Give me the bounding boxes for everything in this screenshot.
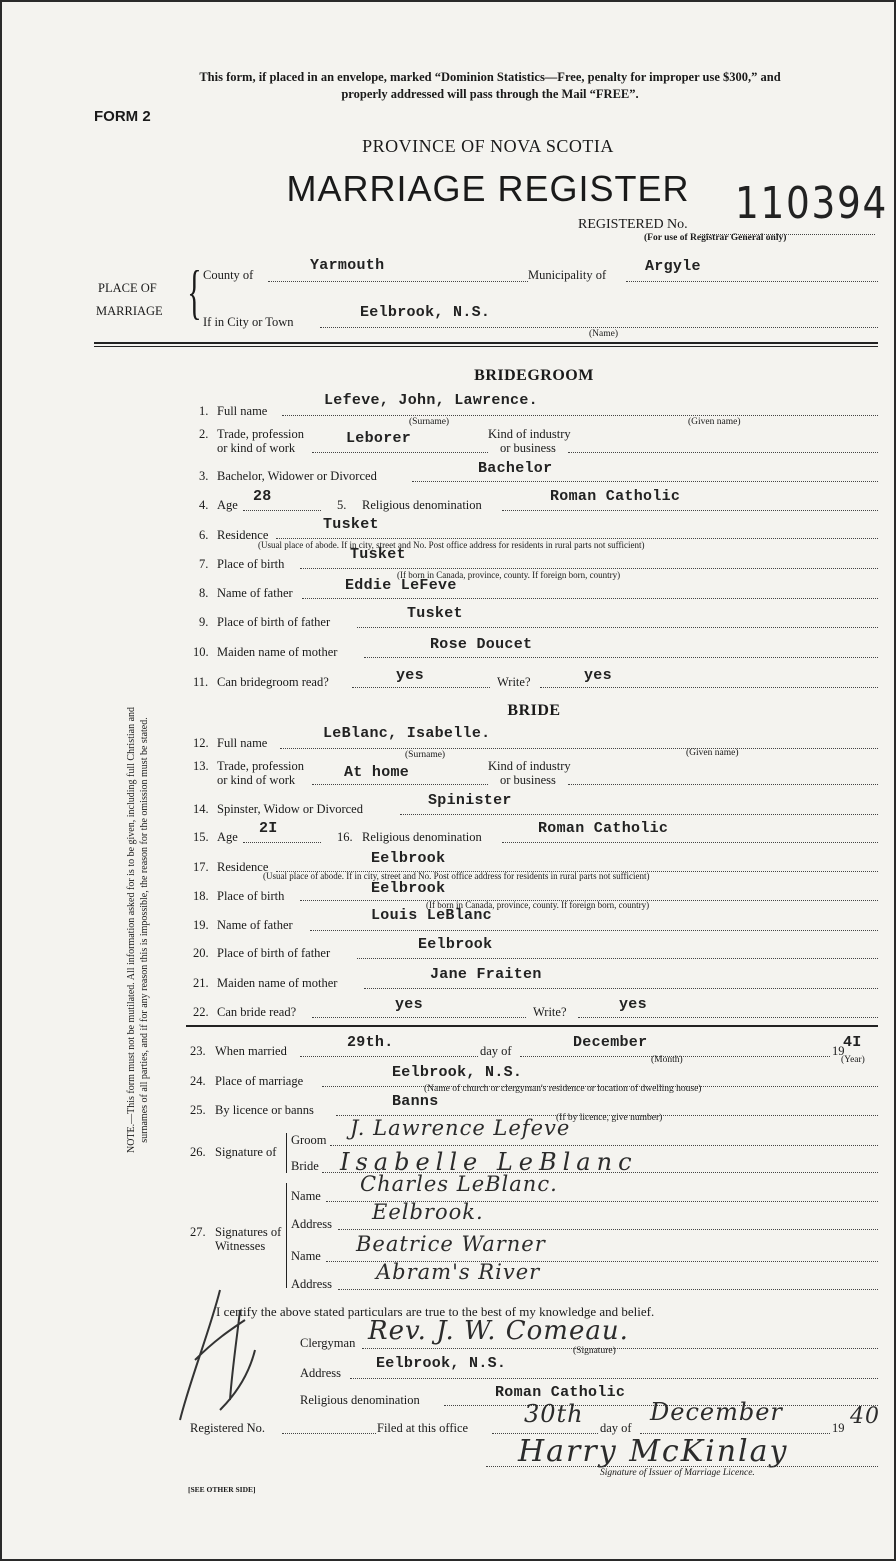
filed-month: December <box>650 1398 783 1426</box>
bride-religion-label: Religious denomination <box>362 830 482 844</box>
groom-religion: Roman Catholic <box>550 488 681 505</box>
groom-status: Bachelor <box>478 460 553 477</box>
marriage-register-form: This form, if placed in an envelope, marked “Dominion Statistics—Free, penalty for improper use $300,” and properly addressed will pass through the Mail “FREE”. FORM 2 PROVINCE OF NOVA SCOTIA MARRIAGE REGISTER 110394 REGISTERED No. (For use of Registrar General only) PLACE OF MARRIAGE { County of Yarmouth Municipality of Argyle If in City or Town Eelbrook, N.S. (Name) NOTE.—This form must not be mutilated. All information asked for is to be given, including full Christian and surnames of all parties, and if for any reason this is impossible, the reason for the omission must be stated. BRIDEGROOM 1. Full name Lefeve, John, Lawrence. (Surname) (Given name) 2. Trade, profession or kind of work Leborer Kind of industry or business 3. Bachelor, Widower or Divorced Bachelor 4. Age 28 5. Religious denomination Roman Catholic 6. Residence Tusket (Usual place of abode. If in city, street and No. Post office address for residents in rural parts not sufficient) 7. Place of birth Tusket (If born in Canada, province, county. If foreign born, country) 8. Name of father Eddie LeFeve 9. Place of birth of father Tusket 10. Maiden name of mother Rose Doucet 11. Can bridegroom read? yes Write? yes BRIDE 12. Full name LeBlanc, Isabelle. (Surname) (Given name) 13. Trade, profession or kind of work At home Kind of industry or business 14. Spinster, Widow or Divorced Spinister 15. Age 2I 16. Religious denomination Roman Catholic 17. Residence Eelbrook (Usual place of abode. If in city, street and No. Post office address for residents in rural parts not sufficient) 18. Place of birth Eelbrook (If born in Canada, province, county. If foreign born, country) 19. Name of father Louis LeBlanc 20. Place of birth of father Eelbrook 21. Maiden name of mother Jane Fraiten 22. Can bride read? yes Write? yes 23. When married 29th. day of December (Month) 19 4I (Year) 24. Place of marriage Eelbrook, N.S. (Name of church or clergyman's residence or location of dwelling house) 25. By licence or banns Banns (If by licence, give number) 26. Signature of Groom J. Lawrence Lefeve Bride Isabelle LeBlanc 27. Signatures of Witnesses Name Charles LeBlanc. Address Eelbrook. Name Beatrice Warner Address Abram's River I certify the above stated particulars are true to the best of my knowledge and belief. Clergyman Rev. J. W. Comeau. (Signature) Address Eelbrook, N.S. Religious denomination Roman Catholic Registered No. Filed at this office 30th day of December 19 40 Harry McKinlay Signature of Issuer of Marriage Licence. [SEE OTHER SIDE] <box>0 0 896 1561</box>
registered-number: 110394 <box>735 178 888 229</box>
bride-father: Louis LeBlanc <box>371 907 492 924</box>
province-heading: PROVINCE OF NOVA SCOTIA <box>362 136 614 156</box>
municipality-label: Municipality of <box>528 268 607 282</box>
place-brace: { <box>187 259 202 325</box>
signature-label: Signature of <box>215 1145 277 1159</box>
bride-father-birth: Eelbrook <box>418 936 493 953</box>
groom-father: Eddie LeFeve <box>345 577 457 594</box>
marriage-year-prefix: 19 <box>832 1044 845 1058</box>
groom-age-label: Age <box>217 498 238 512</box>
place-of-marriage-label: Place of marriage <box>215 1074 304 1088</box>
filing-registered-label: Registered No. <box>190 1421 265 1435</box>
bride-birthplace-note: (If born in Canada, province, county. If foreign born, country) <box>426 900 650 910</box>
groom-trade-label-1: Trade, profession <box>217 427 305 441</box>
municipality-value: Argyle <box>645 258 701 275</box>
witness2-name-label: Name <box>291 1249 321 1263</box>
marriage-year: 4I <box>843 1034 862 1051</box>
name-note: (Name) <box>589 329 619 339</box>
groom-residence: Tusket <box>323 516 379 533</box>
groom-father-label: Name of father <box>217 586 293 600</box>
bride-residence: Eelbrook <box>371 850 446 867</box>
filed-label: Filed at this office <box>377 1421 469 1435</box>
witness1-name-label: Name <box>291 1189 321 1203</box>
groom-signature: J. Lawrence Lefeve <box>350 1116 571 1140</box>
postal-notice-line2: properly addressed will pass through the Mail “FREE”. <box>341 87 639 101</box>
divider <box>94 342 878 344</box>
issuer-note: Signature of Issuer of Marriage Licence. <box>600 1468 755 1478</box>
bride-write-label: Write? <box>533 1005 567 1019</box>
groom-write-label: Write? <box>497 675 531 689</box>
city-label: If in City or Town <box>203 315 294 329</box>
witnesses-label-1: Signatures of <box>215 1225 282 1239</box>
divider <box>186 1025 878 1027</box>
groom-trade-label-2: or kind of work <box>217 441 296 455</box>
groom-father-birth-label: Place of birth of father <box>217 615 331 629</box>
filed-day: 30th <box>524 1400 584 1428</box>
bride-sig-label: Bride <box>291 1159 319 1173</box>
groom-full-name-label: Full name <box>217 404 268 418</box>
witness2-address: Abram's River <box>376 1260 541 1284</box>
bride-status-label: Spinster, Widow or Divorced <box>217 802 363 816</box>
groom-residence-note: (Usual place of abode. If in city, street and No. Post office address for residents in rural parts not sufficient) <box>258 540 645 550</box>
bride-read-label: Can bride read? <box>217 1005 297 1019</box>
bride-mother-label: Maiden name of mother <box>217 976 338 990</box>
bride-age-label: Age <box>217 830 238 844</box>
bride-age: 2I <box>259 820 278 837</box>
city-value: Eelbrook, N.S. <box>360 304 491 321</box>
county-value: Yarmouth <box>310 257 385 274</box>
groom-given-note: (Given name) <box>688 417 741 427</box>
groom-write: yes <box>584 667 612 684</box>
licence-note: (If by licence, give number) <box>556 1113 663 1123</box>
clergyman-label: Clergyman <box>300 1336 356 1350</box>
witness1-address: Eelbrook. <box>372 1200 484 1224</box>
place-label-2: MARRIAGE <box>96 304 163 318</box>
bride-trade: At home <box>344 764 410 781</box>
bride-full-name-label: Full name <box>217 736 268 750</box>
clergy-religion: Roman Catholic <box>495 1384 626 1401</box>
bridegroom-heading: BRIDEGROOM <box>474 367 594 384</box>
bride-full-name: LeBlanc, Isabelle. <box>323 725 491 742</box>
groom-age: 28 <box>253 488 272 505</box>
witness2-address-label: Address <box>291 1277 332 1291</box>
witness2-name: Beatrice Warner <box>356 1232 546 1256</box>
form-number: FORM 2 <box>94 108 151 125</box>
registered-label: REGISTERED No. <box>578 217 688 232</box>
bride-father-birth-label: Place of birth of father <box>217 946 331 960</box>
place-label-1: PLACE OF <box>98 281 157 295</box>
groom-surname-note: (Surname) <box>409 417 450 427</box>
bride-mother: Jane Fraiten <box>430 966 542 983</box>
groom-industry-label-2: or business <box>500 441 556 455</box>
groom-birthplace-label: Place of birth <box>217 557 285 571</box>
bride-religion: Roman Catholic <box>538 820 669 837</box>
certify-statement: I certify the above stated particulars are true to the best of my knowledge and belief. <box>216 1304 655 1319</box>
bride-industry-label-2: or business <box>500 773 556 787</box>
groom-religion-label: Religious denomination <box>362 498 482 512</box>
licence-label: By licence or banns <box>215 1103 314 1117</box>
licence-value: Banns <box>392 1093 439 1110</box>
marriage-month: December <box>573 1034 648 1051</box>
place-note: (Name of church or clergyman's residence or location of dwelling house) <box>424 1084 702 1094</box>
groom-full-name: Lefeve, John, Lawrence. <box>324 392 538 409</box>
groom-father-birth: Tusket <box>407 605 463 622</box>
marriage-day-label: day of <box>480 1044 512 1058</box>
county-label: County of <box>203 268 254 282</box>
bride-write: yes <box>619 996 647 1013</box>
groom-industry-label-1: Kind of industry <box>488 427 571 441</box>
bride-read: yes <box>395 996 423 1013</box>
groom-residence-label: Residence <box>217 528 269 542</box>
bride-surname-note: (Surname) <box>405 750 446 760</box>
filed-year: 40 <box>850 1404 880 1429</box>
bride-trade-label-2: or kind of work <box>217 773 296 787</box>
postal-notice-line1: This form, if placed in an envelope, marked “Dominion Statistics—Free, penalty for improper use $300,” and <box>199 70 781 84</box>
bride-industry-label-1: Kind of industry <box>488 759 571 773</box>
filed-year-prefix: 19 <box>832 1421 845 1435</box>
side-note-line1: NOTE.—This form must not be mutilated. All information asked for is to be given, including full Christian and <box>126 706 137 1154</box>
groom-birthplace: Tusket <box>350 546 406 563</box>
bride-birthplace-label: Place of birth <box>217 889 285 903</box>
groom-trade: Leborer <box>346 430 412 447</box>
bride-heading: BRIDE <box>507 702 561 719</box>
bride-status: Spinister <box>428 792 512 809</box>
bride-trade-label-1: Trade, profession <box>217 759 305 773</box>
bride-residence-label: Residence <box>217 860 269 874</box>
witnesses-label-2: Witnesses <box>215 1239 266 1253</box>
groom-status-label: Bachelor, Widower or Divorced <box>217 469 377 483</box>
clergy-address-label: Address <box>300 1366 341 1380</box>
clergy-address: Eelbrook, N.S. <box>376 1355 507 1372</box>
side-note <box>125 610 151 1250</box>
witness1-name: Charles LeBlanc. <box>360 1172 558 1196</box>
margin-initials-mark <box>160 1270 270 1430</box>
groom-mother: Rose Doucet <box>430 636 533 653</box>
bride-father-label: Name of father <box>217 918 293 932</box>
filed-day-label: day of <box>600 1421 632 1435</box>
groom-read-label: Can bridegroom read? <box>217 675 329 689</box>
year-note: (Year) <box>841 1055 865 1065</box>
month-note: (Month) <box>651 1055 683 1065</box>
registrar-note: (For use of Registrar General only) <box>644 233 787 243</box>
groom-read: yes <box>396 667 424 684</box>
see-other-side: [SEE OTHER SIDE] <box>188 1485 256 1494</box>
side-note-line2: surnames of all parties, and if for any reason this is impossible, the reason for the omission must be stated. <box>139 717 150 1143</box>
clergyman-signature: Rev. J. W. Comeau. <box>368 1316 629 1346</box>
bride-given-note: (Given name) <box>686 748 739 758</box>
bride-birthplace: Eelbrook <box>371 880 446 897</box>
clergy-religion-label: Religious denomination <box>300 1393 420 1407</box>
issuer-signature: Harry McKinlay <box>518 1434 789 1469</box>
bride-signature: Isabelle LeBlanc <box>340 1148 638 1176</box>
marriage-day: 29th. <box>347 1034 394 1051</box>
bride-residence-note: (Usual place of abode. If in city, street and No. Post office address for residents in rural parts not sufficient) <box>263 871 650 881</box>
groom-mother-label: Maiden name of mother <box>217 645 338 659</box>
page-title: MARRIAGE REGISTER <box>286 168 690 209</box>
when-married-label: When married <box>215 1044 287 1058</box>
marriage-place: Eelbrook, N.S. <box>392 1064 523 1081</box>
clergyman-signature-note: (Signature) <box>573 1346 616 1356</box>
groom-birthplace-note: (If born in Canada, province, county. If foreign born, country) <box>397 570 621 580</box>
witness1-address-label: Address <box>291 1217 332 1231</box>
groom-sig-label: Groom <box>291 1133 327 1147</box>
